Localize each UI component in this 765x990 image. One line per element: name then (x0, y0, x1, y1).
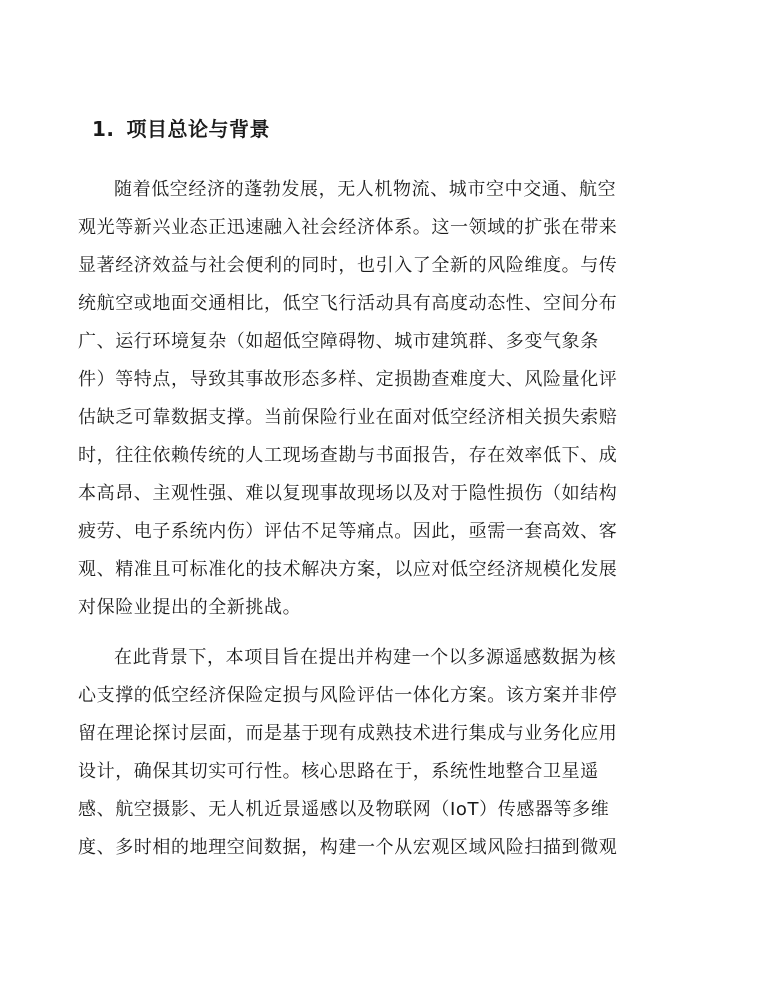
paragraph-1-line-5: 广、运行环境复杂（如超低空障碍物、城市建筑群、多变气象条 (78, 331, 599, 352)
section-title: 项目总论与背景 (126, 117, 271, 141)
paragraph-1-line-2: 观光等新兴业态正迅速融入社会经济体系。这一领域的扩张在带来 (78, 217, 618, 238)
section-number: 1. (92, 117, 115, 141)
paragraph-2-line-2: 心支撑的低空经济保险定损与风险评估一体化方案。该方案并非停 (78, 685, 618, 706)
paragraph-2-line-6: 度、多时相的地理空间数据，构建一个从宏观区域风险扫描到微观 (78, 837, 618, 858)
paragraph-1-line-10: 疲劳、电子系统内伤）评估不足等痛点。因此，亟需一套高效、客 (78, 521, 618, 542)
paragraph-2-line-1: 在此背景下，本项目旨在提出并构建一个以多源遥感数据为核 (114, 647, 617, 668)
paragraph-1-line-1: 随着低空经济的蓬勃发展，无人机物流、城市空中交通、航空 (114, 179, 617, 200)
paragraph-1-line-9: 本高昂、主观性强、难以复现事故现场以及对于隐性损伤（如结构 (78, 483, 618, 504)
paragraph-2-line-3: 留在理论探讨层面，而是基于现有成熟技术进行集成与业务化应用 (78, 723, 618, 744)
paragraph-1-line-8: 时，往往依赖传统的人工现场查勘与书面报告，存在效率低下、成 (78, 445, 618, 466)
paragraph-1-line-6: 件）等特点，导致其事故形态多样、定损勘查难度大、风险量化评 (78, 369, 618, 390)
paragraph-1-line-7: 估缺乏可靠数据支撑。当前保险行业在面对低空经济相关损失索赔 (78, 407, 618, 428)
paragraph-1-line-12: 对保险业提出的全新挑战。 (78, 597, 302, 618)
paragraph-2-line-4: 设计，确保其切实可行性。核心思路在于，系统性地整合卫星遥 (78, 761, 599, 782)
paragraph-2-line-5: 感、航空摄影、无人机近景遥感以及物联网（IoT）传感器等多维 (78, 799, 610, 820)
paragraph-1-line-3: 显著经济效益与社会便利的同时，也引入了全新的风险维度。与传 (78, 255, 618, 276)
paragraph-1-line-4: 统航空或地面交通相比，低空飞行活动具有高度动态性、空间分布 (78, 293, 618, 314)
paragraph-1-line-11: 观、精准且可标准化的技术解决方案，以应对低空经济规模化发展 (78, 559, 618, 580)
section-heading (92, 114, 270, 144)
